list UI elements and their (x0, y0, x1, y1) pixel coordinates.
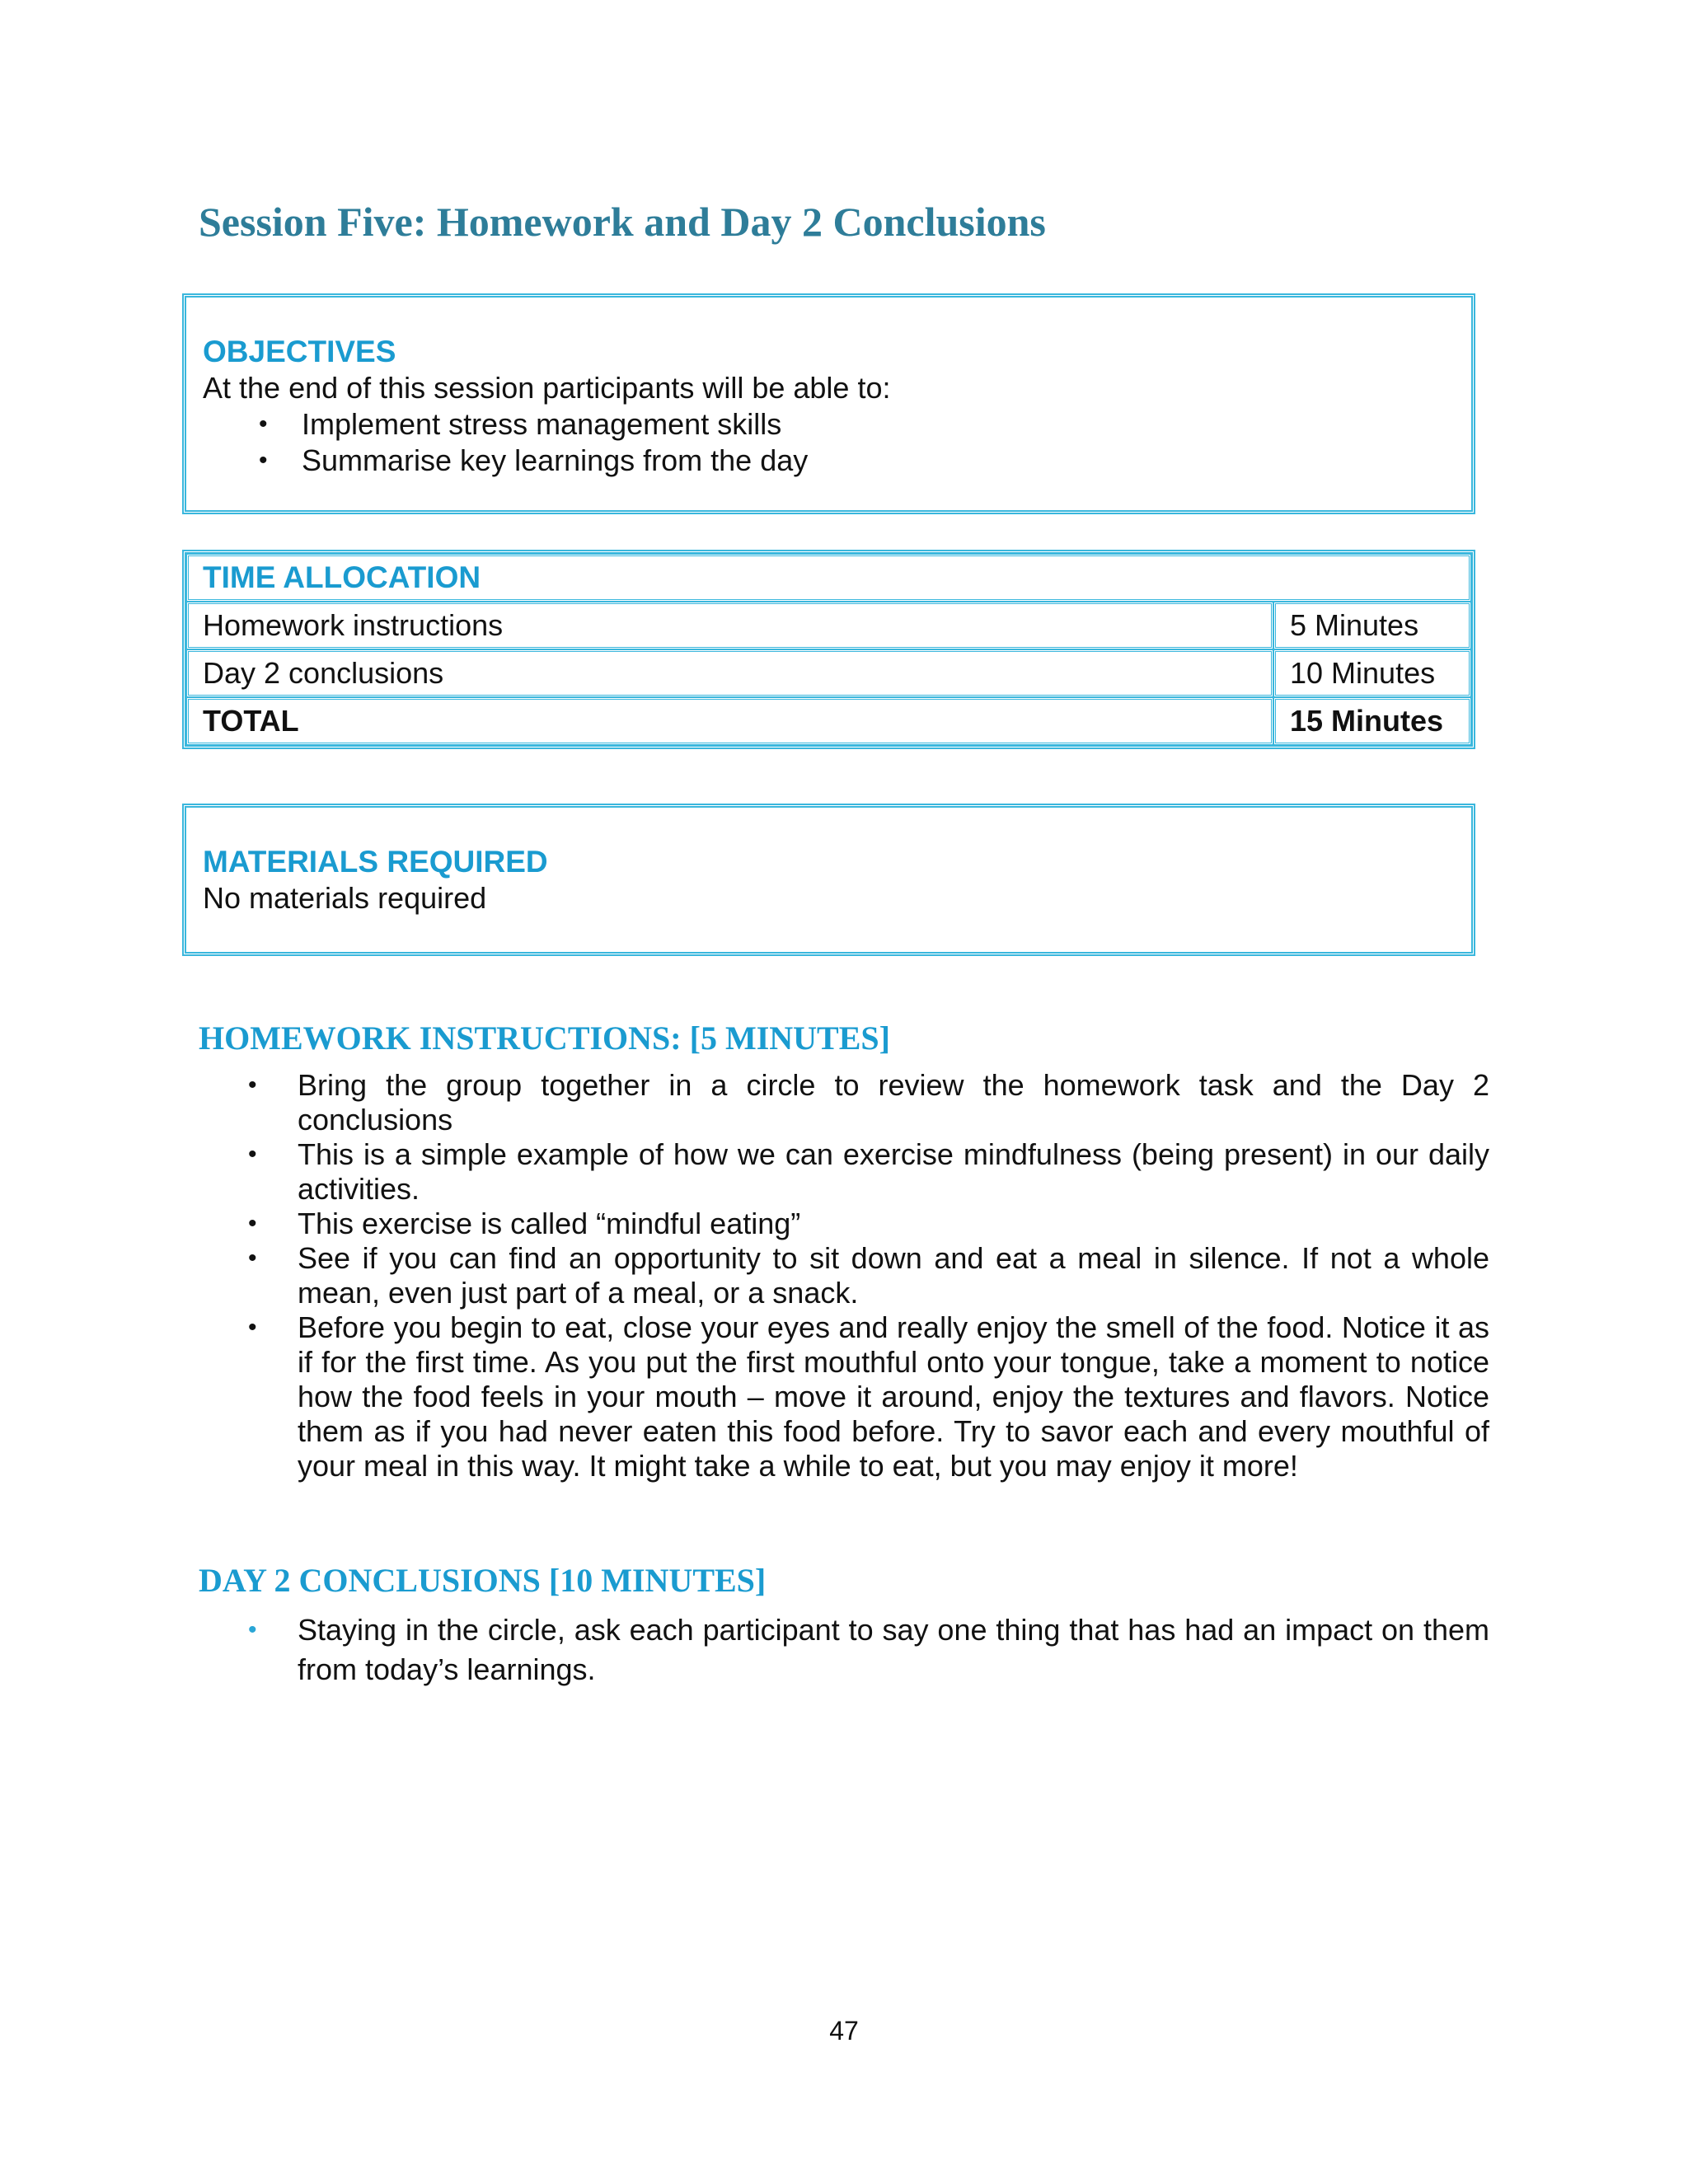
bullet-icon: • (248, 1141, 257, 1168)
list-item: • This exercise is called “mindful eating” (248, 1207, 801, 1240)
bullet-icon: • (248, 1071, 257, 1099)
conclusions-heading: DAY 2 CONCLUSIONS [10 MINUTES] (199, 1562, 767, 1599)
bullet-icon: • (248, 1314, 257, 1341)
bullet-icon: • (259, 447, 268, 474)
materials-box (182, 804, 1475, 956)
activity-cell: Day 2 conclusions (186, 649, 1273, 697)
list-item: • Staying in the circle, ask each participant to say one thing that has had an impact on them from today’s learnings. (199, 1610, 1489, 1690)
homework-heading: HOMEWORK INSTRUCTIONS: [5 MINUTES] (199, 1019, 890, 1057)
bullet-icon: • (248, 1210, 257, 1237)
bullet-icon: • (248, 1616, 257, 1643)
page-number: 47 (829, 2016, 859, 2046)
time-allocation-table (182, 550, 1475, 749)
objectives-intro: At the end of this session participants will be able to: (203, 371, 891, 405)
table-row (186, 649, 1471, 697)
total-row (186, 697, 1471, 745)
objectives-box (182, 293, 1475, 514)
list-item: • This is a simple example of how we can exercise mindfulness (being present) in our daily activities. (248, 1137, 1489, 1206)
materials-text: No materials required (203, 881, 487, 915)
conclusions-list (199, 1610, 1489, 1690)
list-item: • Bring the group together in a circle to review the homework task and the Day 2 conclusions (248, 1068, 1489, 1137)
table-header-row (186, 554, 1471, 602)
bullet-icon: • (259, 410, 268, 438)
page-title: Session Five: Homework and Day 2 Conclusions (199, 199, 1046, 245)
materials-heading: MATERIALS REQUIRED (203, 845, 548, 879)
list-item: • See if you can find an opportunity to sit down and eat a meal in silence. If not a whole mean, even just part of a meal, or a snack. (248, 1241, 1489, 1310)
table-row (186, 602, 1471, 649)
homework-list (199, 1068, 1489, 1483)
time-allocation-heading: TIME ALLOCATION (186, 554, 1471, 602)
bullet-icon: • (248, 1244, 257, 1272)
time-cell: 10 Minutes (1273, 649, 1471, 697)
total-label: TOTAL (186, 697, 1273, 745)
objectives-heading: OBJECTIVES (203, 335, 396, 368)
activity-cell: Homework instructions (186, 602, 1273, 649)
objectives-list (203, 406, 1455, 479)
list-item: • Implement stress management skills (259, 407, 782, 441)
total-time: 15 Minutes (1273, 697, 1471, 745)
list-item: • Before you begin to eat, close your eyes and really enjoy the smell of the food. Notice it as if for the first time. As you put the first mouthful onto your tongue, take a moment to notice how the food feels in your mouth – move it around, enjoy the textures and flavors. Notice them as if you had never eaten this food before. Try to savor each and every mouthful of your meal in this way. It might take a while to eat, but you may enjoy it more! (248, 1310, 1489, 1483)
list-item: • Summarise key learnings from the day (259, 443, 809, 477)
time-cell: 5 Minutes (1273, 602, 1471, 649)
